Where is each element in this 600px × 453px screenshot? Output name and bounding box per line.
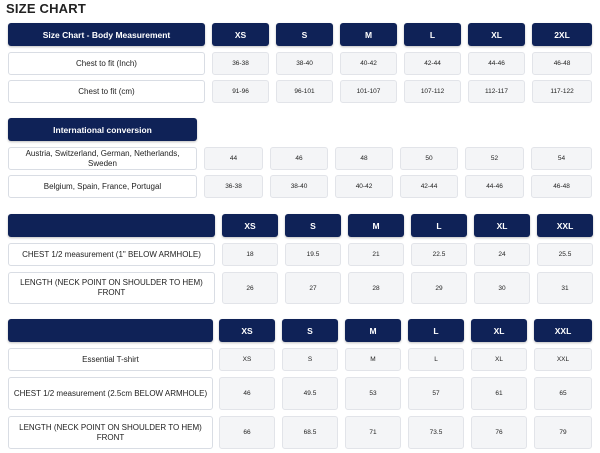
table3-row-length-label: LENGTH (NECK POINT ON SHOULDER TO HEM) FRONT [8, 272, 215, 304]
table1-row-chest-cm-label: Chest to fit (cm) [8, 80, 205, 103]
table4-row-tshirt-xxl: XXL [534, 348, 592, 371]
table4-row-length-xl: 76 [471, 416, 527, 449]
table3-row-chest-s: 19.5 [285, 243, 341, 266]
table3-row-chest-xxl: 25.5 [537, 243, 593, 266]
table2-row-eu-m: 48 [335, 147, 393, 170]
table4-row-length-l: 73.5 [408, 416, 464, 449]
table3-row-length-m: 28 [348, 272, 404, 304]
table2-row-be-2xl: 46-48 [531, 175, 592, 198]
table2-row-eu-xl: 52 [465, 147, 524, 170]
table3-header [8, 214, 215, 237]
table1-row-chest-cm-m: 101-107 [340, 80, 397, 103]
table4-size-l: L [408, 319, 464, 342]
table2-header: International conversion [8, 118, 197, 141]
page-title: SIZE CHART [6, 1, 86, 16]
table4-row-tshirt-m: M [345, 348, 401, 371]
table4-size-xs: XS [219, 319, 275, 342]
table4-row-length-s: 68.5 [282, 416, 338, 449]
table2-row-be-xl: 44-46 [465, 175, 524, 198]
table4-row-chest-l: 57 [408, 377, 464, 410]
table3-size-m: M [348, 214, 404, 237]
table2-row-be-s: 38-40 [270, 175, 328, 198]
table1-row-chest-inch-m: 40-42 [340, 52, 397, 75]
table3-size-s: S [285, 214, 341, 237]
table4-row-chest-s: 49.5 [282, 377, 338, 410]
table2-row-be-label: Belgium, Spain, France, Portugal [8, 175, 197, 198]
table3-row-chest-label: CHEST 1/2 measurement (1" BELOW ARMHOLE) [8, 243, 215, 266]
table1-row-chest-cm-2xl: 117-122 [532, 80, 592, 103]
table1-row-chest-inch-l: 42-44 [404, 52, 461, 75]
table4-row-tshirt-xl: XL [471, 348, 527, 371]
table4-row-chest-xs: 46 [219, 377, 275, 410]
table1-size-2xl: 2XL [532, 23, 592, 46]
table1-size-xl: XL [468, 23, 525, 46]
table3-size-xxl: XXL [537, 214, 593, 237]
table4-row-chest-xxl: 65 [534, 377, 592, 410]
table1-row-chest-cm-xs: 91-96 [212, 80, 269, 103]
table1-row-chest-inch-xs: 36-38 [212, 52, 269, 75]
table4-row-tshirt-xs: XS [219, 348, 275, 371]
table1-row-chest-cm-l: 107-112 [404, 80, 461, 103]
table1-row-chest-inch-s: 38-40 [276, 52, 333, 75]
table2-row-be-l: 42-44 [400, 175, 458, 198]
table2-row-be-m: 40-42 [335, 175, 393, 198]
table2-row-eu-l: 50 [400, 147, 458, 170]
table4-row-length-xs: 66 [219, 416, 275, 449]
table4-header [8, 319, 213, 342]
table1-size-l: L [404, 23, 461, 46]
table1-row-chest-inch-xl: 44-46 [468, 52, 525, 75]
table4-row-tshirt-l: L [408, 348, 464, 371]
table2-row-eu-s: 46 [270, 147, 328, 170]
table3-row-chest-xs: 18 [222, 243, 278, 266]
table3-size-l: L [411, 214, 467, 237]
table4-row-chest-xl: 61 [471, 377, 527, 410]
table1-row-chest-inch-2xl: 46-48 [532, 52, 592, 75]
table3-row-length-xs: 26 [222, 272, 278, 304]
table1-row-chest-inch-label: Chest to fit (Inch) [8, 52, 205, 75]
table4-size-m: M [345, 319, 401, 342]
table3-row-length-xxl: 31 [537, 272, 593, 304]
table4-row-chest-label: CHEST 1/2 measurement (2.5cm BELOW ARMHOLE) [8, 377, 213, 410]
table4-size-xxl: XXL [534, 319, 592, 342]
table3-row-length-l: 29 [411, 272, 467, 304]
table2-row-eu-label: Austria, Switzerland, German, Netherlands, Sweden [8, 147, 197, 170]
table4-row-length-m: 71 [345, 416, 401, 449]
table4-size-xl: XL [471, 319, 527, 342]
table3-size-xl: XL [474, 214, 530, 237]
table4-row-chest-m: 53 [345, 377, 401, 410]
table4-row-length-xxl: 79 [534, 416, 592, 449]
table2-row-be-xs: 36-38 [204, 175, 263, 198]
table4-row-tshirt-label: Essential T-shirt [8, 348, 213, 371]
table1-header: Size Chart - Body Measurement [8, 23, 205, 46]
table1-size-m: M [340, 23, 397, 46]
table3-row-chest-l: 22.5 [411, 243, 467, 266]
table1-row-chest-cm-s: 96-101 [276, 80, 333, 103]
table4-row-length-label: LENGTH (NECK POINT ON SHOULDER TO HEM) FRONT [8, 416, 213, 449]
table2-row-eu-2xl: 54 [531, 147, 592, 170]
table4-size-s: S [282, 319, 338, 342]
table3-row-chest-xl: 24 [474, 243, 530, 266]
table3-row-length-xl: 30 [474, 272, 530, 304]
table1-size-s: S [276, 23, 333, 46]
table2-row-eu-xs: 44 [204, 147, 263, 170]
table4-row-tshirt-s: S [282, 348, 338, 371]
table3-size-xs: XS [222, 214, 278, 237]
table1-size-xs: XS [212, 23, 269, 46]
table3-row-chest-m: 21 [348, 243, 404, 266]
table3-row-length-s: 27 [285, 272, 341, 304]
table1-row-chest-cm-xl: 112-117 [468, 80, 525, 103]
